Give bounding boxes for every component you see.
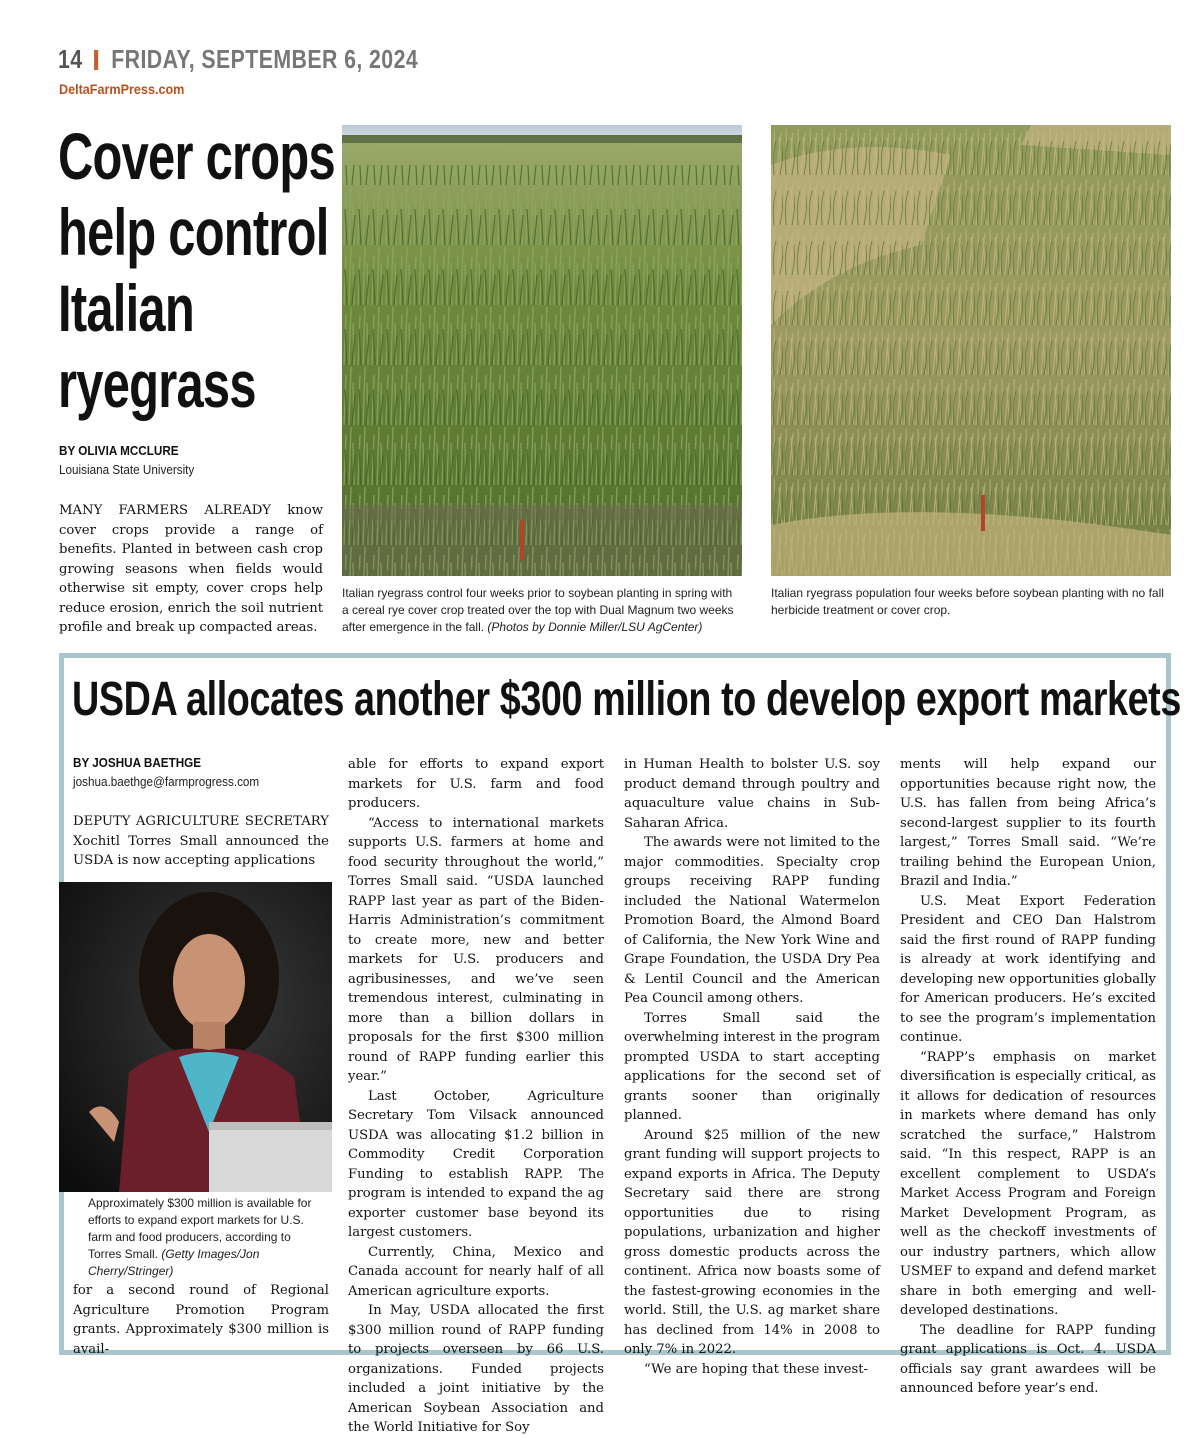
article2-col3: in Human Health to bolster U.S. soy product demand through poultry and aquaculture value chains in Sub-Saharan Africa. The awards were not limited to the major commodities. Specialty crop groups receiving RAPP funding included the National Watermelon Promotion Board, the Almond Board of California, the New York Wine and Grape Foundation, the USDA Dry Pea & Lentil Council and the American Pea Council among others. Torres Small said the overwhelming interest in the program prompted USDA to start accepting applications for the second set of grants sooner than originally planned. Around $25 million of the new grant funding will support projects to expand exports in Africa. The Deputy Secretary said there are strong opportunities due to rising populations, urbanization and higher gross domestic products across the continent. Africa now boasts some of the fastest-growing economies in the world. Still, the U.S. ag market share has declined from 14% in 2008 to only 7% in 2022. “We are hoping that these invest-	[624, 757, 880, 1377]
article2-photo-caption: Approximately $300 million is available for efforts to expand export markets for U.S. farm and food producers, according to Torres Small. (Getty Images/Jon Cherry/Stringer)	[88, 1196, 312, 1278]
folio-divider	[94, 50, 98, 70]
site-link[interactable]: DeltaFarmPress.com	[59, 81, 185, 97]
photo-untreated-field	[771, 125, 1171, 576]
article1-intro: MANY FARMERS ALREADY know cover crops provide a range of benefits. Planted in between cash crop growing seasons when fields would otherwise sit empty, cover crops help reduce erosion, enrich the soil nutrient profile and break up compacted areas.	[59, 503, 323, 635]
article2-col2: able for efforts to expand export markets for U.S. farm and food producers. “Access to international markets supports U.S. farmers at home and food security throughout the world,” Torres Small said. “USDA launched RAPP last year as part of the Biden-Harris Administration’s commitment to create more, new and better markets for U.S. producers and agribusinesses, and we’ve seen tremendous interest, culminating in more than a billion dollars in proposals for the first $300 million round of RAPP funding earlier this year.” Last October, Agriculture Secretary Tom Vilsack announced USDA was allocating $1.2 billion in Commodity Credit Corporation Funding to establish RAPP. The program is intended to expand the ag exporter customer base beyond its largest customers. Currently, China, Mexico and Canada account for nearly half of all American agriculture exports. In May, USDA allocated the first $300 million round of RAPP funding to projects overseen by 66 U.S. organizations. Funded projects included a joint initiative by the American Soybean Association and the World Initiative for Soy	[348, 757, 604, 1435]
ryegrass-control-photo	[342, 125, 742, 576]
page-folio	[58, 44, 418, 75]
author-email[interactable]: joshua.baethge@farmprogress.com	[73, 774, 260, 789]
article1-affiliation: Louisiana State University	[59, 462, 195, 477]
photo-cover-crop-field	[342, 125, 742, 576]
page-number: 14	[58, 44, 83, 74]
article1-headline: Cover crops help control Italian ryegrass	[58, 119, 335, 421]
photo-speaker-at-podium	[59, 882, 332, 1192]
article2-photo-credit: (Getty Images/Jon Cherry/Stringer)	[88, 1247, 260, 1278]
article1-byline: BY OLIVIA MCCLURE	[59, 443, 179, 458]
ryegrass-population-photo	[771, 125, 1171, 576]
article2-col4: ments will help expand our opportunities because right now, the U.S. has fallen from being Africa’s second-largest supplier to its fourth largest,” Torres Small said. “We’re trailing behind the European Union, Brazil and India.” U.S. Meat Export Federation President and CEO Dan Halstrom said the first round of RAPP funding is already at work identifying and developing new opportunities globally for American producers. He’s excited to see the program’s implementation continue. “RAPP’s emphasis on market diversification is especially critical, as it allows for dedication of resources in markets where demand has only scratched the surface,” Halstrom said. “In this respect, RAPP is an excellent complement to USDA’s Market Access Program and Foreign Market Development Program, as well as the checkoff investments of our industry partners, which allow USMEF to expand and defend market share in both emerging and well-developed destinations. The deadline for RAPP funding grant applications is Oct. 4. USDA officials say grant awardees will be announced before year’s end.	[900, 757, 1156, 1396]
photo1-credit: (Photos by Donnie Miller/LSU AgCenter)	[487, 620, 703, 634]
issue-date: FRIDAY, SEPTEMBER 6, 2024	[111, 44, 419, 74]
article2-col1-top: DEPUTY AGRICULTURE SECRETARY Xochitl Torres Small announced the USDA is now accepting applications	[73, 814, 329, 868]
photo1-caption: Italian ryegrass control four weeks prior to soybean planting in spring with a cereal rye cover crop treated over the top with Dual Magnum two weeks after emergence in the fall. (Photos by Donnie Miller/LSU AgCenter)	[342, 586, 734, 634]
article2-headline: USDA allocates another $300 million to develop export markets	[72, 673, 1181, 726]
torres-small-photo	[59, 882, 332, 1192]
article2-col1-bottom: for a second round of Regional Agriculture Promotion Program grants. Approximately $300 million is avail-	[73, 1283, 329, 1357]
photo2-caption: Italian ryegrass population four weeks before soybean planting with no fall herbicide treatment or cover crop.	[771, 586, 1164, 617]
article2-byline: BY JOSHUA BAETHGE	[73, 755, 202, 770]
